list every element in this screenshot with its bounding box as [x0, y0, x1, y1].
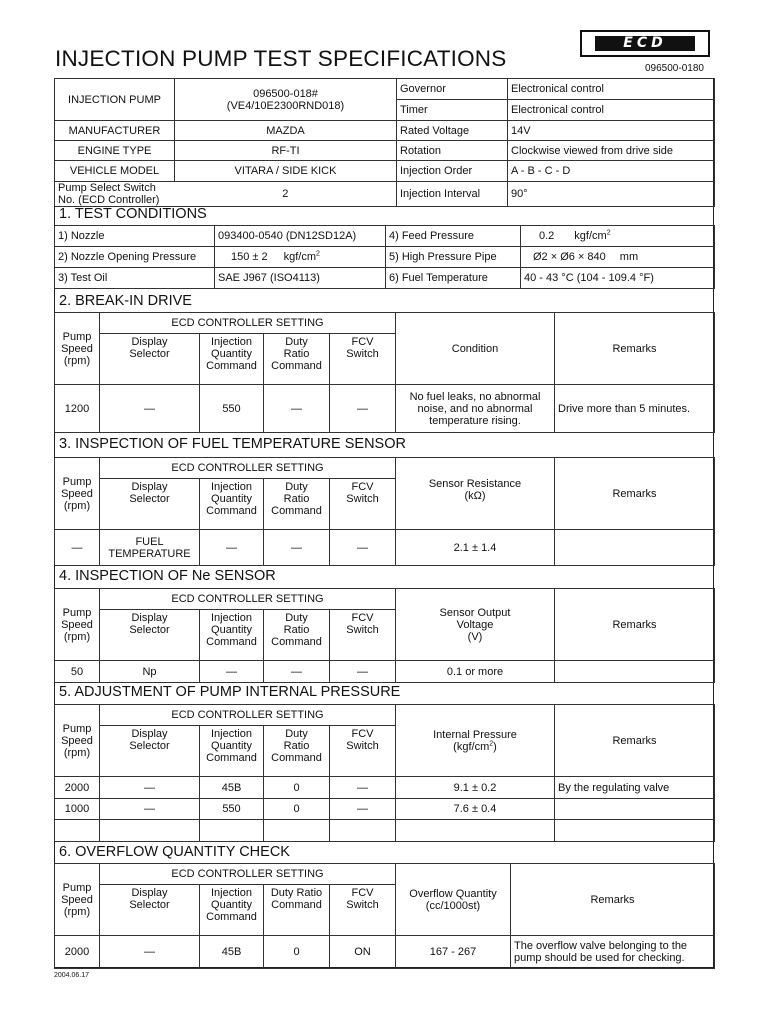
section-4-title: 4. INSPECTION OF Ne SENSOR — [59, 568, 276, 584]
fcv-switch-cell: — — [330, 385, 396, 433]
overflow-quantity-cell: 167 - 267 — [396, 936, 511, 969]
empty-cell — [330, 820, 396, 842]
table-row — [55, 799, 715, 820]
overflow-quantity-table — [54, 863, 715, 969]
injection-quantity-cell: 45B — [200, 777, 264, 799]
pump-speed-header: Pump Speed (rpm) — [55, 313, 100, 385]
duty-ratio-header: Duty Ratio Command — [264, 610, 330, 661]
duty-ratio-cell: 0 — [264, 777, 330, 799]
fcv-switch-cell: — — [330, 777, 396, 799]
pump-speed-cell: 2000 — [55, 777, 100, 799]
vehicle-model-value: VITARA / SIDE KICK — [175, 161, 397, 182]
internal-pressure-table — [54, 704, 715, 842]
remarks-header: Remarks — [555, 589, 715, 661]
fuel-temperature-value: 40 - 43 °C (104 - 109.4 °F) — [521, 268, 715, 289]
remarks-cell — [555, 799, 715, 820]
section-5-title: 5. ADJUSTMENT OF PUMP INTERNAL PRESSURE — [59, 684, 401, 700]
injection-order-value: A - B - C - D — [508, 161, 715, 182]
duty-ratio-cell: — — [264, 661, 330, 683]
remarks-cell: Drive more than 5 minutes. — [555, 385, 715, 433]
table-row — [55, 385, 715, 433]
display-selector-header: Display Selector — [100, 610, 200, 661]
pump-select-label: Pump Select Switch No. (ECD Controller) — [55, 182, 175, 207]
display-selector-cell: FUEL TEMPERATURE — [100, 530, 200, 566]
injection-quantity-cell: 550 — [200, 799, 264, 820]
document-code: 096500-0180 — [645, 63, 704, 74]
duty-ratio-cell: 0 — [264, 799, 330, 820]
fuel-temperature-label: 6) Fuel Temperature — [386, 268, 521, 289]
ecd-setting-header: ECD CONTROLLER SETTING — [100, 313, 396, 334]
sensor-resistance-cell: 2.1 ± 1.4 — [396, 530, 555, 566]
pump-speed-cell: 1000 — [55, 799, 100, 820]
duty-ratio-header: Duty Ratio Command — [264, 726, 330, 777]
fcv-switch-header: FCV Switch — [330, 479, 396, 530]
ecd-setting-header: ECD CONTROLLER SETTING — [100, 705, 396, 726]
pump-speed-cell: 2000 — [55, 936, 100, 969]
remarks-header: Remarks — [555, 458, 715, 530]
remarks-header: Remarks — [555, 313, 715, 385]
nozzle-value: 093400-0540 (DN12SD12A) — [215, 226, 386, 247]
injection-interval-label: Injection Interval — [397, 182, 508, 207]
high-pressure-pipe-label: 5) High Pressure Pipe — [386, 247, 521, 268]
test-oil-label: 3) Test Oil — [55, 268, 215, 289]
section-2-title: 2. BREAK-IN DRIVE — [59, 293, 192, 309]
internal-pressure-cell: 7.6 ± 0.4 — [396, 799, 555, 820]
nozzle-opening-pressure-value: 150 ± 2 kgf/$cm^2$ — [215, 247, 386, 268]
empty-cell — [100, 820, 200, 842]
engine-type-label: ENGINE TYPE — [55, 141, 175, 161]
display-selector-cell: — — [100, 385, 200, 433]
section-1-title: 1. TEST CONDITIONS — [59, 206, 207, 222]
display-selector-cell: — — [100, 936, 200, 969]
sensor-output-voltage-header: Sensor Output Voltage (V) — [396, 589, 555, 661]
injection-quantity-header: Injection Quantity Command — [200, 334, 264, 385]
ecd-logo — [580, 30, 710, 57]
nozzle-label: 1) Nozzle — [55, 226, 215, 247]
display-selector-header: Display Selector — [100, 479, 200, 530]
general-info-table — [54, 78, 715, 207]
test-conditions-table — [54, 225, 715, 289]
timer-value: Electronical control — [508, 100, 715, 121]
empty-cell — [396, 820, 555, 842]
internal-pressure-header: Internal Pressure $(kgf/cm^2)$ — [396, 705, 555, 777]
duty-ratio-cell: — — [264, 530, 330, 566]
rotation-value: Clockwise viewed from drive side — [508, 141, 715, 161]
timer-label: Timer — [397, 100, 508, 121]
display-selector-header: Display Selector — [100, 726, 200, 777]
injection-pump-value: 096500-018# (VE4/10E2300RND018) — [175, 79, 397, 121]
pump-speed-header: Pump Speed (rpm) — [55, 705, 100, 777]
remarks-header: Remarks — [555, 705, 715, 777]
duty-ratio-cell: — — [264, 385, 330, 433]
duty-ratio-header: Duty Ratio Command — [264, 885, 330, 936]
remarks-header: Remarks — [511, 864, 715, 936]
pump-speed-cell: — — [55, 530, 100, 566]
rotation-label: Rotation — [397, 141, 508, 161]
rated-voltage-label: Rated Voltage — [397, 121, 508, 141]
table-row — [55, 530, 715, 566]
feed-pressure-label: 4) Feed Pressure — [386, 226, 521, 247]
table-row — [55, 820, 715, 842]
injection-quantity-cell: 45B — [200, 936, 264, 969]
document-date: 2004.06.17 — [54, 972, 90, 979]
pump-speed-header: Pump Speed (rpm) — [55, 458, 100, 530]
display-selector-header: Display Selector — [100, 885, 200, 936]
manufacturer-label: MANUFACTURER — [55, 121, 175, 141]
section-3-title: 3. INSPECTION OF FUEL TEMPERATURE SENSOR — [59, 436, 406, 452]
injection-quantity-header: Injection Quantity Command — [200, 479, 264, 530]
overflow-quantity-header: Overflow Quantity (cc/1000st) — [396, 864, 511, 936]
injection-pump-label: INJECTION PUMP — [55, 79, 175, 121]
document-title: INJECTION PUMP TEST SPECIFICATIONS — [55, 46, 507, 71]
remarks-cell: The overflow valve belonging to the pump should be used for checking. — [511, 936, 715, 969]
nozzle-opening-pressure-label: 2) Nozzle Opening Pressure — [55, 247, 215, 268]
table-row — [55, 777, 715, 799]
fcv-switch-header: FCV Switch — [330, 885, 396, 936]
ecd-logo-text: ECD — [595, 36, 695, 51]
duty-ratio-header: Duty Ratio Command — [264, 334, 330, 385]
table-row — [55, 661, 715, 683]
remarks-cell: By the regulating valve — [555, 777, 715, 799]
vehicle-model-label: VEHICLE MODEL — [55, 161, 175, 182]
internal-pressure-cell: 9.1 ± 0.2 — [396, 777, 555, 799]
injection-order-label: Injection Order — [397, 161, 508, 182]
ecd-setting-header: ECD CONTROLLER SETTING — [100, 864, 396, 885]
injection-quantity-header: Injection Quantity Command — [200, 885, 264, 936]
empty-cell — [200, 820, 264, 842]
injection-quantity-header: Injection Quantity Command — [200, 726, 264, 777]
display-selector-cell: — — [100, 777, 200, 799]
test-oil-value: SAE J967 (ISO4113) — [215, 268, 386, 289]
display-selector-header: Display Selector — [100, 334, 200, 385]
fcv-switch-header: FCV Switch — [330, 610, 396, 661]
injection-quantity-cell: — — [200, 661, 264, 683]
ne-sensor-table — [54, 588, 715, 683]
pump-select-value: 2 — [175, 182, 397, 207]
pump-speed-header: Pump Speed (rpm) — [55, 589, 100, 661]
feed-pressure-value: 0.2 kgf/$cm^2$ — [521, 226, 715, 247]
high-pressure-pipe-value: Ø2 × Ø6 × 840 mm — [521, 247, 715, 268]
empty-cell — [555, 820, 715, 842]
fcv-switch-cell: — — [330, 530, 396, 566]
pump-speed-cell: 1200 — [55, 385, 100, 433]
pump-speed-cell: 50 — [55, 661, 100, 683]
fcv-switch-header: FCV Switch — [330, 334, 396, 385]
condition-cell: No fuel leaks, no abnormal noise, and no abnormal temperature rising. — [396, 385, 555, 433]
injection-interval-value: 90° — [508, 182, 715, 207]
governor-value: Electronical control — [508, 79, 715, 100]
injection-quantity-header: Injection Quantity Command — [200, 610, 264, 661]
display-selector-cell: Np — [100, 661, 200, 683]
injection-quantity-cell: — — [200, 530, 264, 566]
duty-ratio-header: Duty Ratio Command — [264, 479, 330, 530]
remarks-cell — [555, 661, 715, 683]
empty-cell — [264, 820, 330, 842]
remarks-cell — [555, 530, 715, 566]
spec-sheet — [54, 78, 714, 968]
duty-ratio-cell: 0 — [264, 936, 330, 969]
fcv-switch-cell: — — [330, 799, 396, 820]
fcv-switch-cell: ON — [330, 936, 396, 969]
manufacturer-value: MAZDA — [175, 121, 397, 141]
empty-cell — [55, 820, 100, 842]
sensor-output-cell: 0.1 or more — [396, 661, 555, 683]
sensor-resistance-header: Sensor Resistance (kΩ) — [396, 458, 555, 530]
ecd-setting-header: ECD CONTROLLER SETTING — [100, 458, 396, 479]
fcv-switch-header: FCV Switch — [330, 726, 396, 777]
injection-quantity-cell: 550 — [200, 385, 264, 433]
pump-speed-header: Pump Speed (rpm) — [55, 864, 100, 936]
condition-header: Condition — [396, 313, 555, 385]
rated-voltage-value: 14V — [508, 121, 715, 141]
fuel-temp-sensor-table — [54, 457, 715, 566]
fcv-switch-cell: — — [330, 661, 396, 683]
section-6-title: 6. OVERFLOW QUANTITY CHECK — [59, 844, 290, 860]
table-row — [55, 936, 715, 969]
break-in-drive-table — [54, 312, 715, 433]
engine-type-value: RF-TI — [175, 141, 397, 161]
governor-label: Governor — [397, 79, 508, 100]
display-selector-cell: — — [100, 799, 200, 820]
ecd-setting-header: ECD CONTROLLER SETTING — [100, 589, 396, 610]
